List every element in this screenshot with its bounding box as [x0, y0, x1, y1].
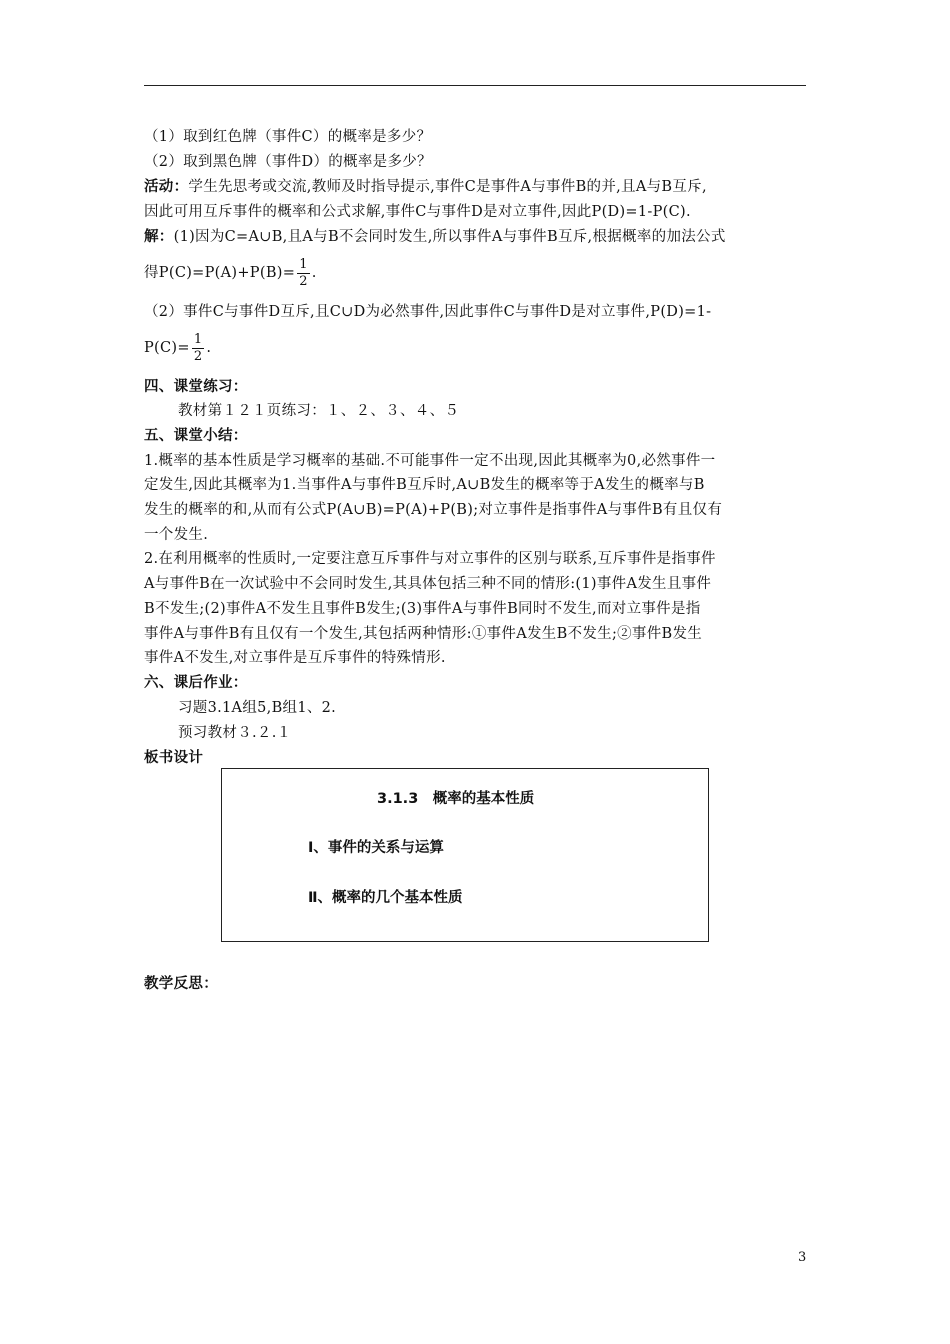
part2-text-2-end: .	[206, 340, 212, 356]
activity-line-2: 因此可用互斥事件的概率和公式求解,事件C与事件D是对立事件,因此P(D)=1-P(C).	[144, 204, 691, 220]
section-5-title: 五、课堂小结：	[144, 427, 248, 444]
activity-line-1	[144, 177, 707, 197]
board-design-box	[221, 768, 709, 942]
summary-1-line-4: 一个发生.	[144, 527, 209, 543]
activity-label: 活动：	[144, 178, 189, 195]
summary-1-line-2: 定发生,因此其概率为1.当事件A与事件B互斥时,A∪B发生的概率等于A发生的概率与B	[144, 477, 705, 493]
fraction-numerator: 1	[193, 331, 203, 347]
part2-line-2	[144, 329, 211, 367]
fraction-denominator: 2	[299, 273, 308, 289]
solution-text-1: (1)因为C=A∪B,且A与B不会同时发生,所以事件A与事件B互斥,根据概率的加法公式	[173, 229, 726, 245]
homework-2: 预习教材３.２.１	[178, 725, 292, 741]
board-heading: 3.1.3 概率的基本性质	[377, 791, 535, 807]
summary-1-line-1: 1.概率的基本性质是学习概率的基础.不可能事件一定不出现,因此其概率为0,必然事件一	[144, 453, 716, 469]
board-item-2: Ⅱ、概率的几个基本性质	[308, 890, 463, 906]
summary-1-line-3: 发生的概率的和,从而有公式P(A∪B)=P(A)+P(B);对立事件是指事件A与事件B有且仅有	[144, 502, 723, 518]
solution-line-1	[144, 227, 726, 247]
summary-2-line-4: 事件A与事件B有且仅有一个发生,其包括两种情形:①事件A发生B不发生;②事件B发生	[144, 626, 703, 642]
homework-1: 习题3.1A组5,B组1、2.	[178, 700, 337, 716]
page-number: 3	[798, 1250, 807, 1265]
header-rule	[144, 85, 806, 86]
part2-text-2: P(C)=	[144, 340, 190, 356]
solution-text-2-end: .	[311, 265, 317, 281]
summary-2-line-1: 2.在利用概率的性质时,一定要注意互斥事件与对立事件的区别与联系,互斥事件是指事件	[144, 551, 716, 567]
section-4-text: 教材第１２１页练习：１、２、３、４、５	[178, 403, 460, 419]
part2-line-1: （2）事件C与事件D互斥,且C∪D为必然事件,因此事件C与事件D是对立事件,P(D)=1-	[144, 304, 712, 320]
activity-text-1: 学生先思考或交流,教师及时指导提示,事件C是事件A与事件B的并,且A与B互斥,	[188, 179, 707, 195]
fraction-numerator: 1	[299, 256, 308, 272]
section-4-title: 四、课堂练习：	[144, 378, 248, 395]
reflection-title: 教学反思：	[144, 975, 218, 992]
board-item-1: Ⅰ、事件的关系与运算	[308, 840, 444, 856]
question-2: （2）取到黑色牌（事件D）的概率是多少？	[144, 154, 432, 170]
board-design-title: 板书设计	[144, 749, 204, 766]
summary-2-line-3: B不发生;(2)事件A不发生且事件B发生;(3)事件A与事件B同时不发生,而对立事件是指	[144, 601, 701, 617]
fraction-denominator: 2	[193, 348, 203, 364]
fraction-one-half-2	[192, 332, 205, 365]
summary-2-line-5: 事件A不发生,对立事件是互斥事件的特殊情形.	[144, 650, 446, 666]
fraction-one-half	[297, 257, 310, 290]
solution-line-2	[144, 254, 317, 292]
solution-text-2: 得P(C)=P(A)+P(B)=	[144, 265, 296, 281]
section-6-title: 六、课后作业：	[144, 674, 248, 691]
question-1: （1）取到红色牌（事件C）的概率是多少？	[144, 129, 432, 145]
solution-label: 解：	[144, 228, 174, 245]
summary-2-line-2: A与事件B在一次试验中不会同时发生,其具体包括三种不同的情形:(1)事件A发生且事件	[144, 576, 712, 592]
